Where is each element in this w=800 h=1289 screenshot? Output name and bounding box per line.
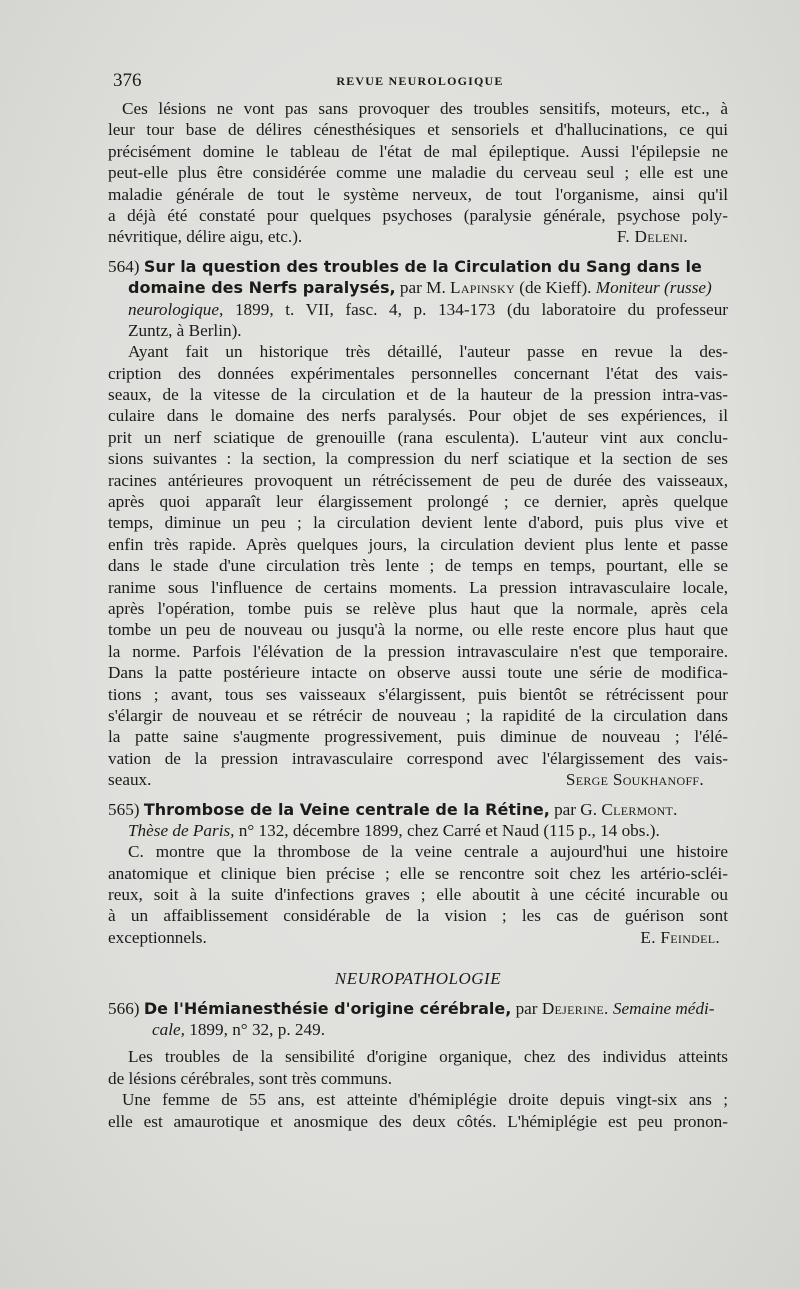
text-line: racines antérieures provoquent un rétrécissement de peu de durée des vaisseaux, xyxy=(108,470,728,490)
text-line: maladie générale de tout le système nerveux, de tout l'organisme, ainsi qu'il xyxy=(108,184,728,204)
entry-author: Clermont. xyxy=(601,799,678,819)
text-line: Ayant fait un historique très détaillé, l'auteur passe en revue la des- xyxy=(128,342,728,362)
text-line: elle est amaurotique et anosmique des deux côtés. L'hémiplégie est peu pronon- xyxy=(108,1111,728,1131)
entry-author: Dejerine. xyxy=(541,998,609,1018)
page-body xyxy=(108,98,728,1132)
page-header xyxy=(110,70,730,94)
text-line: la norme. Parfois l'élévation de la pression intravasculaire n'est que temporaire. xyxy=(108,641,728,661)
para1 xyxy=(108,98,728,248)
text-line: reux, soit à la suite d'infections graves ; elle aboutit à une cécité incurable ou xyxy=(108,885,728,905)
entry-ref-cont: Zuntz, à Berlin). xyxy=(128,320,242,340)
text-line: enfin très rapide. Après quelques jours, la circulation devient plus lente et passe xyxy=(108,534,728,554)
text-line: tombe un peu de nouveau ou jusqu'à la norme, ou elle reste encore plus haut que xyxy=(108,620,728,640)
text-line: vation de la pression intravasculaire correspond avec l'élargissement des vais- xyxy=(108,748,728,768)
signature: Serge Soukhanoff. xyxy=(565,770,704,790)
entry-journal-cont: cale, xyxy=(152,1020,185,1040)
text-line xyxy=(108,769,728,790)
entry-journal: Semaine médi- xyxy=(612,998,715,1018)
section-heading: NEUROPATHOLOGIE xyxy=(334,969,502,989)
entry-number: 565) xyxy=(108,799,140,819)
entry-number: 566) xyxy=(108,998,140,1018)
text-line: à un affaiblissement considérable de la vision ; les cas de guérison sont xyxy=(108,906,728,926)
entry-heading xyxy=(108,799,728,820)
entry-ref-text: n° 132, décembre 1899, chez Carré et Naud (115 p., 14 obs.). xyxy=(238,820,660,840)
text-line: Ces lésions ne vont pas sans provoquer des troubles sensitifs, moteurs, etc., à xyxy=(122,99,728,118)
text-line: C. montre que la thrombose de la veine centrale a aujourd'hui une histoire xyxy=(128,842,728,862)
text-line: anatomique et clinique bien précise ; elle se rencontre soit chez les artério-scléi- xyxy=(108,863,728,883)
entry-title: De l'Hémianesthésie d'origine cérébrale, xyxy=(143,998,512,1018)
entry-by: par xyxy=(515,998,538,1018)
text-line xyxy=(108,226,728,247)
text-line: seaux, de la vitesse de la circulation et de la hauteur de la pression intra-vas- xyxy=(108,385,728,405)
text-line: dans le stade d'une circulation très lente ; de temps en temps, pourtant, elle se xyxy=(108,556,728,576)
entry-heading xyxy=(108,998,728,1019)
entry-journal-cont: neurologique, xyxy=(128,299,224,319)
text-line: de lésions cérébrales, sont très communs. xyxy=(108,1068,392,1088)
page-number: 376 xyxy=(113,70,142,91)
text-line: sions suivantes : la section, la compression du nerf sciatique et la section de ses xyxy=(108,449,728,469)
text-line: temps, diminue un peu ; la circulation devient lente d'abord, puis plus vive et xyxy=(108,513,728,533)
text-line: Dans la patte postérieure intacte on observe aussi toute une série de modifica- xyxy=(108,663,728,683)
entry-heading xyxy=(108,256,728,277)
text-line: a déjà été constaté pour quelques psychoses (paralysie générale, psychose poly- xyxy=(108,205,728,225)
entry-author: Lapinsky xyxy=(450,278,515,298)
text-line-end: seaux. xyxy=(108,770,152,790)
entry-title: Thrombose de la Veine centrale de la Rétine, xyxy=(143,799,550,819)
text-line xyxy=(108,927,728,948)
entry-566 xyxy=(108,998,728,1132)
signature: F. Deleni. xyxy=(616,227,688,247)
entry-ref xyxy=(108,1019,728,1040)
text-line: s'élargir de nouveau et se rétrécir de nouveau ; la rapidité de la circulation dans xyxy=(108,705,728,725)
entry-journal: Moniteur (russe) xyxy=(595,278,712,298)
text-line: cription des données expérimentales personnelles concernant l'état des vais- xyxy=(108,363,728,383)
text-line: après quoi apparaît leur élargissement prolongé ; ce dernier, après quelque xyxy=(108,492,728,512)
entry-by: par G. xyxy=(554,799,598,819)
text-line: après l'opération, tombe puis se relève plus haut que la normale, après cela xyxy=(108,598,728,618)
entry-565 xyxy=(108,799,728,949)
text-line: Une femme de 55 ans, est atteinte d'hémiplégie droite depuis vingt-six ans ; xyxy=(122,1090,728,1110)
entry-564 xyxy=(108,256,728,791)
text-line: Les troubles de la sensibilité d'origine organique, chez des individus atteints xyxy=(128,1047,728,1067)
entry-ref-text: 1899, t. VII, fasc. 4, p. 134-173 (du laboratoire du professeur xyxy=(234,299,729,319)
text-line: précisément domine le tableau de l'état de mal épileptique. Aussi l'épilepsie ne xyxy=(108,141,728,161)
entry-ref-text: 1899, n° 32, p. 249. xyxy=(189,1020,326,1040)
entry-heading-cont xyxy=(108,277,728,298)
entry-affil: (de Kieff). xyxy=(519,278,592,298)
text-line: ranime sous l'influence de certains moments. La pression intravasculaire locale, xyxy=(108,577,728,597)
text-line-end: exceptionnels. xyxy=(108,927,207,947)
text-line: leur tour base de délires cénesthésiques et sensoriels et d'hallucinations, ce qui xyxy=(108,120,728,140)
text-line-end: névritique, délire aigu, etc.). xyxy=(108,227,303,247)
running-head: REVUE NEUROLOGIQUE xyxy=(336,74,504,88)
text-line: tions ; avant, tous ses vaisseaux s'élargissent, puis bientôt se rétrécissent pour xyxy=(108,684,728,704)
entry-title-cont: domaine des Nerfs paralysés, xyxy=(128,278,396,298)
text-line: prit un nerf sciatique de grenouille (rana esculenta). L'auteur vint aux conclu- xyxy=(108,427,728,447)
entry-number: 564) xyxy=(108,256,140,276)
entry-ref xyxy=(108,299,728,320)
entry-title: Sur la question des troubles de la Circulation du Sang dans le xyxy=(143,256,702,276)
text-line: peut-elle plus être considérée comme une maladie du cerveau seul ; elle est une xyxy=(108,163,728,183)
text-line: la patte saine s'augmente progressivement, puis diminue de nouveau ; l'élé- xyxy=(108,727,728,747)
signature: E. Feindel. xyxy=(640,927,720,947)
text-line: culaire dans le domaine des nerfs paralysés. Pour objet de ses expériences, il xyxy=(108,406,728,426)
entry-ref xyxy=(108,820,728,841)
entry-journal: Thèse de Paris, xyxy=(128,820,235,840)
entry-by: par M. xyxy=(399,278,446,298)
